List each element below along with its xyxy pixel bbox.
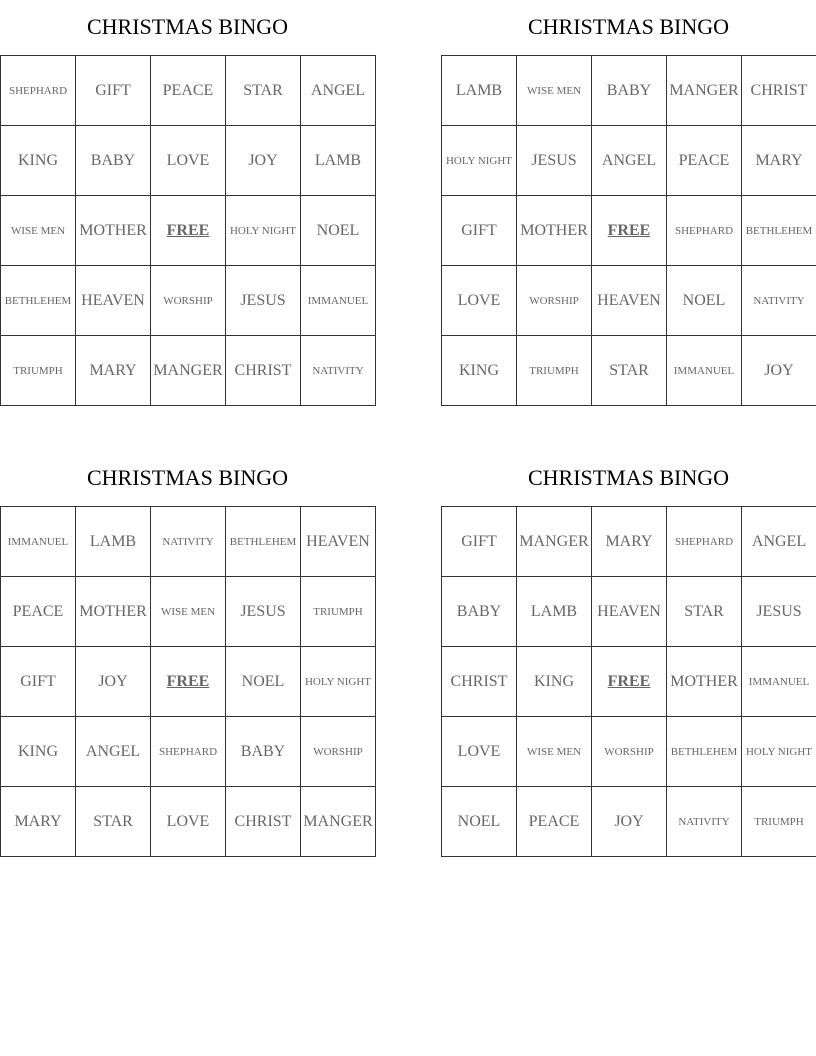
grid-cell: NOEL <box>667 266 742 336</box>
bingo-grid <box>0 55 376 406</box>
grid-cell: MOTHER <box>76 196 151 266</box>
grid-cell: JESUS <box>517 126 592 196</box>
grid-cell: HEAVEN <box>592 266 667 336</box>
grid-cell: SHEPHARD <box>667 196 742 266</box>
grid-cell: WORSHIP <box>517 266 592 336</box>
grid-cell: BETHLEHEM <box>742 196 816 266</box>
grid-row <box>442 647 816 717</box>
grid-cell: KING <box>1 717 76 787</box>
grid-cell: KING <box>517 647 592 717</box>
grid-cell: NATIVITY <box>151 507 226 577</box>
grid-cell: JOY <box>742 336 816 406</box>
grid-cell: GIFT <box>442 507 517 577</box>
grid-cell: LAMB <box>301 126 376 196</box>
grid-cell: SHEPHARD <box>1 56 76 126</box>
card-title: CHRISTMAS BINGO <box>527 465 730 490</box>
bingo-grid <box>441 55 816 406</box>
grid-row <box>1 56 376 126</box>
grid-cell: MOTHER <box>667 647 742 717</box>
grid-row <box>442 56 816 126</box>
grid-cell: NATIVITY <box>667 787 742 857</box>
grid-cell: GIFT <box>442 196 517 266</box>
grid-cell: STAR <box>592 336 667 406</box>
grid-cell: WORSHIP <box>301 717 376 787</box>
grid-cell: ANGEL <box>301 56 376 126</box>
grid-cell: LOVE <box>151 787 226 857</box>
grid-cell: ANGEL <box>592 126 667 196</box>
grid-cell: MANGER <box>517 507 592 577</box>
grid-cell: LOVE <box>442 717 517 787</box>
grid-cell: MARY <box>76 336 151 406</box>
grid-cell: TRIUMPH <box>517 336 592 406</box>
grid-cell: LOVE <box>151 126 226 196</box>
grid-row <box>442 507 816 577</box>
grid-cell: CHRIST <box>742 56 816 126</box>
grid-cell: BETHLEHEM <box>226 507 301 577</box>
free-space-cell: FREE <box>592 647 667 717</box>
card-title: CHRISTMAS BINGO <box>86 465 289 490</box>
grid-row <box>442 787 816 857</box>
grid-row <box>1 787 376 857</box>
grid-cell: MOTHER <box>517 196 592 266</box>
grid-row <box>1 266 376 336</box>
grid-cell: HEAVEN <box>592 577 667 647</box>
grid-cell: MARY <box>592 507 667 577</box>
grid-cell: JESUS <box>226 266 301 336</box>
grid-cell: HEAVEN <box>301 507 376 577</box>
grid-cell: PEACE <box>151 56 226 126</box>
free-space-cell: FREE <box>592 196 667 266</box>
free-space-cell: FREE <box>151 196 226 266</box>
grid-cell: KING <box>1 126 76 196</box>
grid-row <box>1 196 376 266</box>
bingo-card-3 <box>0 451 375 857</box>
grid-row <box>442 126 816 196</box>
grid-cell: GIFT <box>76 56 151 126</box>
grid-cell: JESUS <box>226 577 301 647</box>
grid-cell: LOVE <box>442 266 517 336</box>
grid-cell: PEACE <box>1 577 76 647</box>
grid-cell: HEAVEN <box>76 266 151 336</box>
grid-cell: SHEPHARD <box>151 717 226 787</box>
grid-row <box>1 647 376 717</box>
grid-cell: MANGER <box>151 336 226 406</box>
grid-cell: WISE MEN <box>517 56 592 126</box>
grid-cell: WISE MEN <box>1 196 76 266</box>
grid-cell: MANGER <box>301 787 376 857</box>
grid-cell: BABY <box>226 717 301 787</box>
grid-cell: IMMANUEL <box>742 647 816 717</box>
card-title: CHRISTMAS BINGO <box>86 14 289 39</box>
grid-cell: GIFT <box>1 647 76 717</box>
grid-cell: MARY <box>1 787 76 857</box>
grid-cell: JESUS <box>742 577 816 647</box>
grid-cell: HOLY NIGHT <box>742 717 816 787</box>
grid-cell: CHRIST <box>226 787 301 857</box>
grid-cell: NATIVITY <box>742 266 816 336</box>
grid-cell: WORSHIP <box>592 717 667 787</box>
grid-cell: WORSHIP <box>151 266 226 336</box>
grid-cell: CHRIST <box>442 647 517 717</box>
grid-cell: ANGEL <box>76 717 151 787</box>
grid-cell: IMMANUEL <box>301 266 376 336</box>
grid-row <box>1 126 376 196</box>
grid-row <box>442 196 816 266</box>
grid-row <box>1 577 376 647</box>
grid-cell: MARY <box>742 126 816 196</box>
grid-row <box>442 336 816 406</box>
bingo-grid <box>441 506 816 857</box>
grid-cell: BABY <box>442 577 517 647</box>
grid-cell: NOEL <box>226 647 301 717</box>
grid-cell: STAR <box>76 787 151 857</box>
grid-cell: LAMB <box>442 56 517 126</box>
bingo-card-2 <box>441 0 816 406</box>
free-space-cell: FREE <box>151 647 226 717</box>
grid-row <box>1 507 376 577</box>
grid-cell: PEACE <box>667 126 742 196</box>
grid-cell: JOY <box>592 787 667 857</box>
grid-cell: BETHLEHEM <box>1 266 76 336</box>
grid-cell: BABY <box>592 56 667 126</box>
grid-cell: CHRIST <box>226 336 301 406</box>
grid-cell: MOTHER <box>76 577 151 647</box>
grid-cell: NATIVITY <box>301 336 376 406</box>
grid-cell: BABY <box>76 126 151 196</box>
grid-row <box>442 266 816 336</box>
grid-row <box>442 717 816 787</box>
grid-cell: LAMB <box>76 507 151 577</box>
grid-cell: MANGER <box>667 56 742 126</box>
grid-cell: IMMANUEL <box>1 507 76 577</box>
grid-row <box>1 336 376 406</box>
grid-cell: ANGEL <box>742 507 816 577</box>
grid-cell: KING <box>442 336 517 406</box>
grid-cell: TRIUMPH <box>1 336 76 406</box>
grid-row <box>442 577 816 647</box>
grid-cell: TRIUMPH <box>742 787 816 857</box>
bingo-card-4 <box>441 451 816 857</box>
bingo-card-1 <box>0 0 375 406</box>
grid-cell: BETHLEHEM <box>667 717 742 787</box>
grid-cell: IMMANUEL <box>667 336 742 406</box>
grid-cell: NOEL <box>301 196 376 266</box>
bingo-grid <box>0 506 376 857</box>
grid-cell: SHEPHARD <box>667 507 742 577</box>
grid-cell: WISE MEN <box>151 577 226 647</box>
grid-cell: WISE MEN <box>517 717 592 787</box>
grid-cell: HOLY NIGHT <box>442 126 517 196</box>
grid-cell: JOY <box>76 647 151 717</box>
grid-cell: JOY <box>226 126 301 196</box>
card-title: CHRISTMAS BINGO <box>527 14 730 39</box>
grid-cell: STAR <box>226 56 301 126</box>
grid-cell: STAR <box>667 577 742 647</box>
grid-cell: TRIUMPH <box>301 577 376 647</box>
grid-cell: LAMB <box>517 577 592 647</box>
grid-cell: PEACE <box>517 787 592 857</box>
grid-cell: NOEL <box>442 787 517 857</box>
grid-cell: HOLY NIGHT <box>301 647 376 717</box>
grid-row <box>1 717 376 787</box>
grid-cell: HOLY NIGHT <box>226 196 301 266</box>
